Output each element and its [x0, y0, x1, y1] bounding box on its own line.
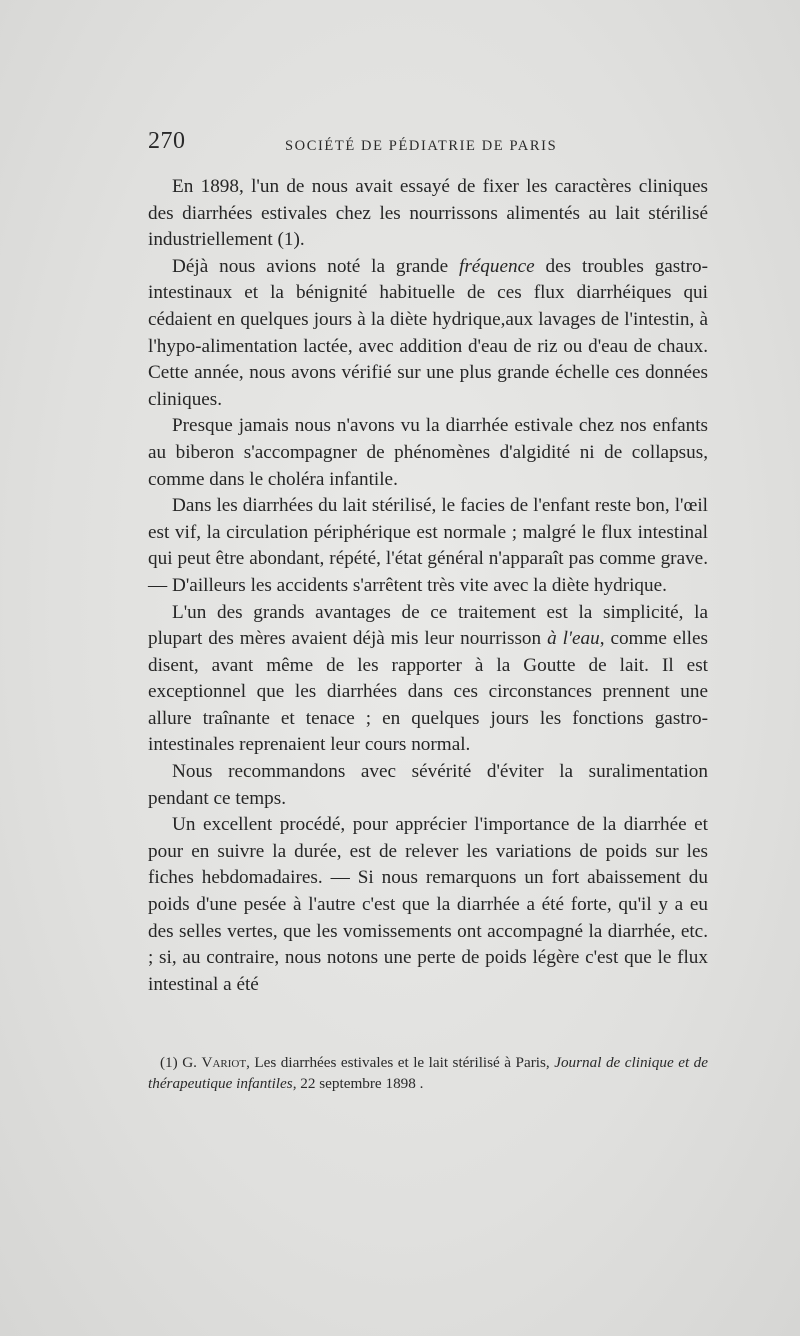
- footnote-date: , 22 septembre 1898 .: [292, 1075, 424, 1092]
- running-head: SOCIÉTÉ DE PÉDIATRIE DE PARIS: [285, 138, 558, 154]
- paragraph-2-emphasis: fréquence: [458, 255, 535, 277]
- paragraph-5-start: L'un des grands avantages de ce traitement est la simplicité, la plupart des mères avaient déjà mis leur nourrisson: [148, 601, 708, 650]
- paragraph-1: En 1898, l'un de nous avait essayé de fixer les caractères cliniques des diarrhées estivales chez les nourrissons alimentés au lait stérilisé industriellement (1).: [148, 176, 708, 251]
- footnote-marker: (1): [160, 1054, 178, 1071]
- footnote-author-initial: G.: [182, 1054, 197, 1071]
- paragraph-2-start: Déjà nous avions noté la grande: [172, 255, 459, 277]
- footnote-author: Variot: [201, 1054, 247, 1071]
- footnote-title: , Les diarrhées estivales et le lait stérilisé à Paris,: [246, 1054, 555, 1071]
- page-header: [148, 128, 708, 164]
- paragraph-5-end: , comme elles disent, avant même de les rapporter à la Goutte de lait. Il est exceptionnel que les diarrhées dans ces circonstances prennent une allure traînante et tenace ; en quelques jours les fonctions gastro-intestinales reprenaient leur cours normal.: [148, 628, 708, 756]
- paragraph-4: Dans les diarrhées du lait stérilisé, le facies de l'enfant reste bon, l'œil est vif, la circulation périphérique est normale ; malgré le flux intestinal qui peut être abondant, répété, l'état général n'apparaît pas comme grave. — D'ailleurs les accidents s'arrêtent très vite avec la diète hydrique.: [148, 495, 708, 596]
- paragraph-5-emphasis: à l'eau: [547, 628, 600, 650]
- footnote-text: [148, 1052, 708, 1094]
- paragraph-2: [148, 254, 708, 414]
- footnote-journal: Journal de clinique et de thérapeutique infantiles: [148, 1054, 708, 1092]
- paragraph-3: Presque jamais nous n'avons vu la diarrhée estivale chez nos enfants au biberon s'accompagner de phénomènes d'algidité ni de collapsus, comme dans le choléra infantile.: [148, 415, 708, 490]
- body-text: [148, 174, 708, 998]
- paragraph-5: [148, 600, 708, 760]
- paragraph-6: Nous recommandons avec sévérité d'éviter la suralimentation pendant ce temps.: [148, 761, 708, 809]
- page-number: 270: [148, 128, 186, 154]
- footnote: [148, 1052, 708, 1094]
- paragraph-2-end: des troubles gastro-intestinaux et la bénignité habituelle de ces flux diarrhéiques qui cédaient en quelques jours à la diète hydrique,aux lavages de l'intestin, à l'hypo-alimentation lactée, avec addition d'eau de riz ou d'eau de chaux. Cette année, nous avons vérifié sur une plus grande échelle ces données cliniques.: [148, 255, 708, 410]
- paragraph-7: Un excellent procédé, pour apprécier l'importance de la diarrhée et pour en suivre la durée, est de relever les variations de poids sur les fiches hebdomadaires. — Si nous remarquons un fort abaissement du poids d'une pesée à l'autre c'est que la diarrhée a été forte, qu'il y a eu des selles vertes, que les vomissements ont accompagné la diarrhée, etc. ; si, au contraire, nous notons une perte de poids légère c'est que le flux intestinal a été: [148, 814, 708, 995]
